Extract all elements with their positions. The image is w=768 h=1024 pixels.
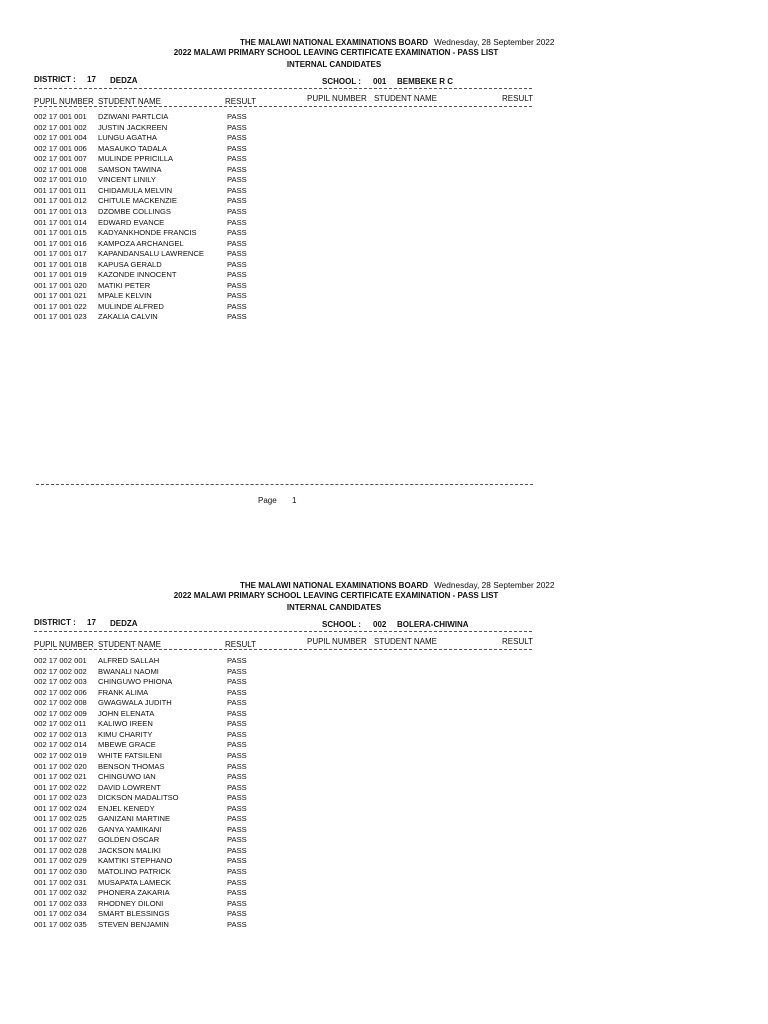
pupil-number-cell: 001 17 002 028 (34, 845, 87, 855)
pupil-number-cell: 001 17 001 018 (34, 259, 87, 269)
student-name-cell: KAPUSA GERALD (98, 259, 162, 269)
page-label: Page (258, 496, 277, 505)
result-cell: PASS (227, 656, 247, 665)
result-cell: PASS (227, 772, 247, 782)
district-code: 17 (87, 75, 96, 84)
pupil-number-cell: 002 17 001 006 (34, 143, 87, 153)
pupil-number-cell: 002 17 002 009 (34, 708, 87, 718)
pupil-number-cell: 001 17 002 033 (34, 898, 87, 908)
result-cell: PASS (227, 185, 247, 195)
result-cell: PASS (227, 249, 247, 259)
pupil-number-cell: 002 17 001 002 (34, 122, 87, 132)
result-cell: PASS (227, 666, 247, 676)
result-cell: PASS (227, 280, 247, 290)
col-header-pupil-number-right: PUPIL NUMBER (307, 94, 367, 103)
student-name-cell: MULINDE ALFRED (98, 301, 164, 311)
result-cell: PASS (227, 175, 247, 185)
student-name-cell: MATIKI PETER (98, 280, 151, 290)
result-cell: PASS (227, 824, 247, 834)
pupil-number-cell: 002 17 001 004 (34, 133, 87, 143)
school-label: SCHOOL : (322, 77, 361, 86)
page-footer-rule (36, 484, 533, 485)
col-header-result-right: RESULT (502, 637, 533, 646)
result-cell: PASS (227, 814, 247, 824)
student-name-cell: ZAKALIA CALVIN (98, 312, 158, 322)
result-cell: PASS (227, 867, 247, 876)
col-header-pupil-number-right: PUPIL NUMBER (307, 637, 367, 646)
result-cell: PASS (227, 761, 247, 771)
result-cell: PASS (227, 698, 247, 708)
student-name-cell: STEVEN BENJAMIN (98, 919, 169, 929)
student-name-cell: ENJEL KENEDY (98, 803, 155, 813)
result-cell: PASS (227, 877, 247, 887)
result-cell: PASS (227, 803, 247, 813)
print-date: Wednesday, 28 September 2022 (434, 37, 555, 47)
pupil-number-cell: 001 17 002 026 (34, 824, 87, 834)
result-cell: PASS (227, 143, 247, 153)
student-name-cell: EDWARD EVANCE (98, 217, 165, 227)
student-name-cell: RHODNEY DILONI (98, 898, 164, 908)
school-code: 001 (373, 77, 387, 86)
student-name-cell: KADYANKHONDE FRANCIS (98, 228, 197, 238)
result-cell: PASS (227, 154, 247, 164)
pupil-number-cell: 002 17 001 008 (34, 164, 87, 174)
student-name-cell: MPALE KELVIN (98, 291, 152, 301)
result-cell: PASS (227, 196, 247, 206)
col-header-result-right: RESULT (502, 94, 533, 103)
col-header-student-name: STUDENT NAME (98, 640, 161, 649)
pupil-number-cell: 001 17 002 025 (34, 814, 87, 824)
col-header-student-name-right: STUDENT NAME (374, 637, 437, 646)
district-label: DISTRICT : (34, 75, 76, 84)
exam-title: 2022 MALAWI PRIMARY SCHOOL LEAVING CERTIFICATE EXAMINATION - PASS LIST (173, 48, 499, 57)
student-name-cell: KAMPOZA ARCHANGEL (98, 238, 184, 248)
pupil-number-cell: 002 17 002 019 (34, 750, 87, 760)
student-name-cell: VINCENT LINILY (98, 175, 156, 185)
student-name-cell: PHONERA ZAKARIA (98, 888, 170, 898)
result-cell: PASS (227, 782, 247, 792)
result-cell: PASS (227, 919, 247, 929)
result-cell: PASS (227, 270, 247, 280)
result-cell: PASS (227, 898, 247, 908)
pupil-number-cell: 001 17 002 027 (34, 835, 87, 845)
pupil-number-cell: 001 17 002 032 (34, 888, 87, 898)
student-name-cell: DZOMBE COLLINGS (98, 206, 171, 216)
result-cell: PASS (227, 708, 247, 718)
student-name-cell: GANYA YAMIKANI (98, 824, 162, 834)
col-header-pupil-number: PUPIL NUMBER (34, 640, 94, 649)
student-name-cell: KAPANDANSALU LAWRENCE (98, 249, 204, 259)
result-cell: PASS (227, 238, 247, 248)
result-cell: PASS (227, 719, 247, 729)
pupil-number-cell: 001 17 002 023 (34, 793, 87, 803)
pupil-number-cell: 002 17 001 010 (34, 175, 87, 185)
student-name-cell: CHINGUWO PHIONA (98, 677, 173, 687)
candidates-label: INTERNAL CANDIDATES (286, 60, 382, 69)
school-name: BOLERA-CHIWINA (397, 620, 469, 629)
result-cell: PASS (227, 112, 247, 121)
student-name-cell: SMART BLESSINGS (98, 909, 170, 919)
pupil-number-cell: 001 17 001 017 (34, 249, 87, 259)
divider (34, 106, 532, 107)
result-cell: PASS (227, 740, 247, 750)
pupil-number-cell: 001 17 001 022 (34, 301, 87, 311)
result-cell: PASS (227, 687, 247, 697)
district-code: 17 (87, 618, 96, 627)
pupil-number-cell: 002 17 002 008 (34, 698, 87, 708)
board-title: THE MALAWI NATIONAL EXAMINATIONS BOARD (240, 38, 428, 47)
student-name-cell: MBEWE GRACE (98, 740, 156, 750)
student-name-cell: DICKSON MADALITSO (98, 793, 179, 803)
result-cell: PASS (227, 122, 247, 132)
student-name-cell: MULINDE PPRICILLA (98, 154, 174, 164)
divider (34, 631, 532, 632)
pupil-number-cell: 001 17 001 020 (34, 280, 87, 290)
student-name-cell: CHINGUWO IAN (98, 772, 156, 782)
result-cell: PASS (227, 164, 247, 174)
result-cell: PASS (227, 133, 247, 143)
col-header-pupil-number: PUPIL NUMBER (34, 97, 94, 106)
divider (34, 88, 532, 89)
student-name-cell: MASAUKO TADALA (98, 143, 167, 153)
district-label: DISTRICT : (34, 618, 76, 627)
pupil-number-cell: 002 17 002 001 (34, 656, 87, 665)
pupil-number-cell: 002 17 002 011 (34, 719, 87, 729)
result-cell: PASS (227, 750, 247, 760)
result-cell: PASS (227, 909, 247, 919)
student-name-cell: DAVID LOWRENT (98, 782, 161, 792)
student-name-cell: JOHN ELENATA (98, 708, 155, 718)
board-title: THE MALAWI NATIONAL EXAMINATIONS BOARD (240, 581, 428, 590)
student-name-cell: WHITE FATSILENI (98, 750, 162, 760)
result-cell: PASS (227, 793, 247, 803)
pupil-number-cell: 001 17 001 011 (34, 185, 87, 195)
result-cell: PASS (227, 291, 247, 301)
col-header-student-name-right: STUDENT NAME (374, 94, 437, 103)
student-name-cell: JUSTIN JACKREEN (98, 122, 168, 132)
student-name-cell: ALFRED SALLAH (98, 656, 160, 665)
student-name-cell: GANIZANI MARTINE (98, 814, 171, 824)
pupil-number-cell: 001 17 001 012 (34, 196, 87, 206)
student-name-cell: KIMU CHARITY (98, 729, 153, 739)
pass-list-page-2 (0, 543, 768, 1024)
pupil-number-cell: 002 17 002 003 (34, 677, 87, 687)
student-name-cell: LUNGU AGATHA (98, 133, 157, 143)
pupil-number-cell: 001 17 002 034 (34, 909, 87, 919)
student-name-cell: GOLDEN OSCAR (98, 835, 160, 845)
student-name-cell: KAMTIKI STEPHANO (98, 856, 173, 866)
student-name-cell: JACKSON MALIKI (98, 845, 161, 855)
student-name-cell: GWAGWALA JUDITH (98, 698, 172, 708)
district-name: DEDZA (110, 619, 138, 628)
pupil-number-cell: 001 17 002 030 (34, 867, 87, 876)
pupil-number-cell: 001 17 001 014 (34, 217, 87, 227)
col-header-student-name: STUDENT NAME (98, 97, 161, 106)
pupil-number-cell: 001 17 002 035 (34, 919, 87, 929)
result-cell: PASS (227, 228, 247, 238)
student-name-cell: KALIWO IREEN (98, 719, 153, 729)
result-cell: PASS (227, 888, 247, 898)
student-name-cell: CHITULE MACKENZIE (98, 196, 177, 206)
pupil-number-cell: 001 17 001 013 (34, 206, 87, 216)
print-date: Wednesday, 28 September 2022 (434, 580, 555, 590)
result-cell: PASS (227, 259, 247, 269)
result-cell: PASS (227, 729, 247, 739)
student-name-cell: MUSAPATA LAMECK (98, 877, 171, 887)
pupil-number-cell: 002 17 002 014 (34, 740, 87, 750)
pupil-number-cell: 002 17 002 013 (34, 729, 87, 739)
school-code: 002 (373, 620, 387, 629)
student-name-cell: DZIWANI PARTLCIA (98, 112, 169, 121)
result-cell: PASS (227, 835, 247, 845)
exam-title: 2022 MALAWI PRIMARY SCHOOL LEAVING CERTIFICATE EXAMINATION - PASS LIST (173, 591, 499, 600)
pupil-number-cell: 001 17 002 020 (34, 761, 87, 771)
student-name-cell: MATOLINO PATRICK (98, 867, 171, 876)
district-name: DEDZA (110, 76, 138, 85)
result-cell: PASS (227, 856, 247, 866)
result-cell: PASS (227, 312, 247, 322)
candidates-label: INTERNAL CANDIDATES (286, 603, 382, 612)
pupil-number-cell: 002 17 001 001 (34, 112, 87, 121)
divider (34, 649, 532, 650)
pupil-number-cell: 001 17 001 015 (34, 228, 87, 238)
pupil-number-cell: 001 17 001 019 (34, 270, 87, 280)
result-cell: PASS (227, 206, 247, 216)
pupil-number-cell: 002 17 002 002 (34, 666, 87, 676)
student-name-cell: BWANALI NAOMI (98, 666, 159, 676)
pupil-number-cell: 001 17 002 024 (34, 803, 87, 813)
result-cell: PASS (227, 301, 247, 311)
result-cell: PASS (227, 845, 247, 855)
student-name-cell: KAZONDE INNOCENT (98, 270, 177, 280)
result-cell: PASS (227, 677, 247, 687)
col-header-result: RESULT (225, 97, 256, 106)
result-cell: PASS (227, 217, 247, 227)
pupil-number-cell: 001 17 001 023 (34, 312, 87, 322)
pupil-number-cell: 001 17 002 022 (34, 782, 87, 792)
student-name-cell: BENSON THOMAS (98, 761, 165, 771)
pupil-number-cell: 002 17 001 007 (34, 154, 87, 164)
pupil-number-cell: 001 17 002 029 (34, 856, 87, 866)
student-name-cell: SAMSON TAWINA (98, 164, 162, 174)
pupil-number-cell: 002 17 002 006 (34, 687, 87, 697)
pupil-number-cell: 001 17 001 016 (34, 238, 87, 248)
student-name-cell: CHIDAMULA MELVIN (98, 185, 173, 195)
page-number: 1 (292, 496, 297, 505)
student-name-cell: FRANK ALIMA (98, 687, 149, 697)
school-label: SCHOOL : (322, 620, 361, 629)
pupil-number-cell: 001 17 001 021 (34, 291, 87, 301)
school-name: BEMBEKE R C (397, 77, 454, 86)
pupil-number-cell: 001 17 002 031 (34, 877, 87, 887)
col-header-result: RESULT (225, 640, 256, 649)
pupil-number-cell: 001 17 002 021 (34, 772, 87, 782)
